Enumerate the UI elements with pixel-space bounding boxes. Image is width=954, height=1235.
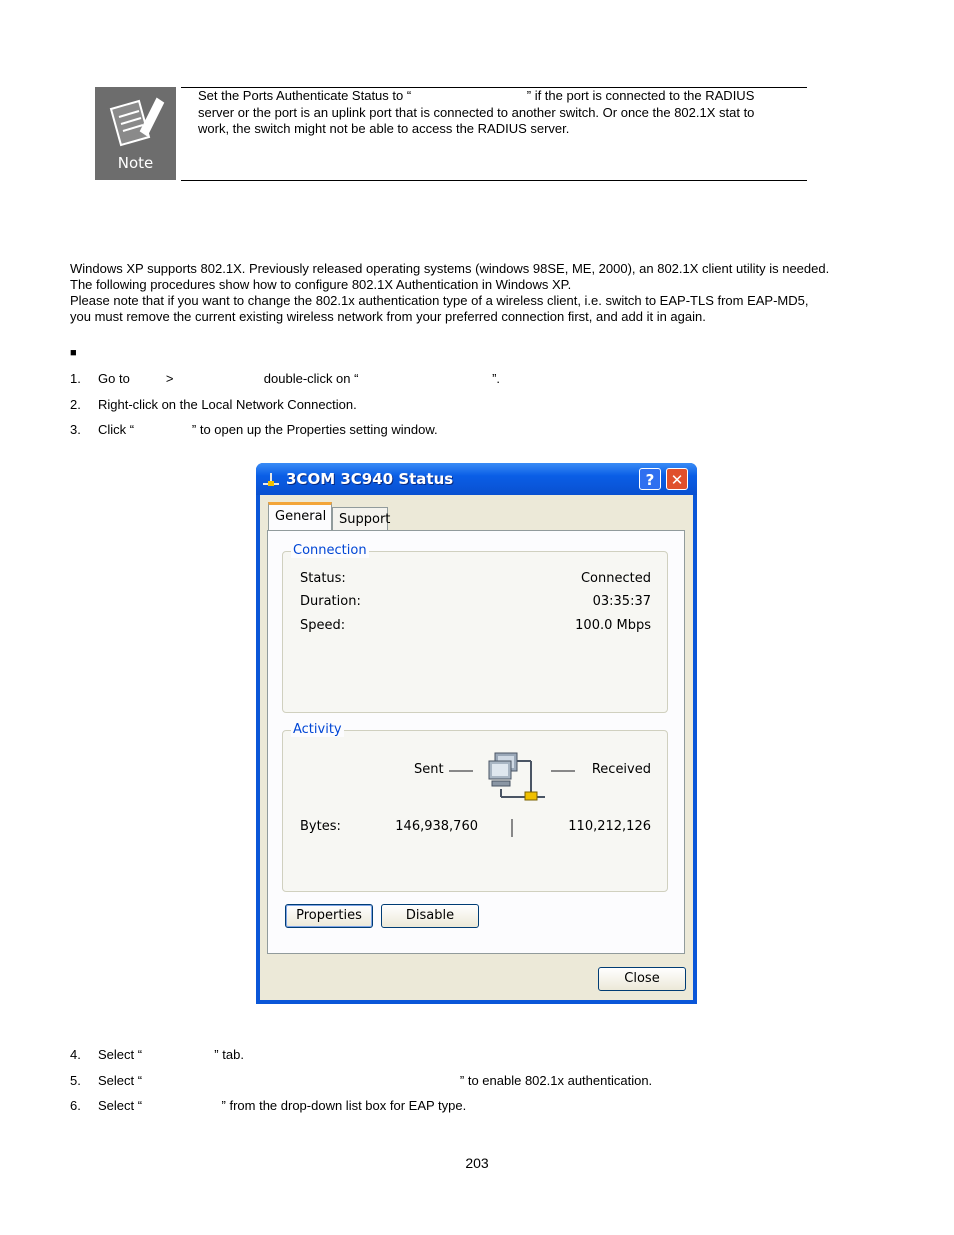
sent-label: Sent — [414, 762, 444, 777]
sent-line — [449, 770, 473, 772]
activity-group-title: Activity — [293, 722, 342, 737]
step-text: Go to > double-click on “ ”. — [98, 371, 501, 386]
duration-value: 03:35:37 — [592, 594, 651, 609]
note-text-line-2: server or the port is an uplink port that is connected to another switch. Or once the 802.1X stat to — [198, 105, 755, 120]
note-bottom-rule — [181, 180, 807, 181]
tab-support[interactable]: Support — [332, 507, 388, 530]
status-dialog-window — [256, 463, 697, 1004]
duration-label: Duration: — [300, 594, 361, 609]
close-window-button[interactable]: ✕ — [666, 468, 688, 490]
status-label: Status: — [300, 571, 346, 586]
step-text: Select “ ” tab. — [98, 1047, 244, 1062]
step-number: 6. — [70, 1098, 81, 1113]
step-text: Click “ ” to open up the Properties setting window. — [98, 422, 438, 437]
step-number: 5. — [70, 1073, 81, 1088]
note-label: Note — [117, 154, 154, 172]
bytes-received-value: 110,212,126 — [568, 819, 651, 834]
notepad-pen-icon — [95, 87, 176, 157]
disable-button[interactable]: Disable — [381, 904, 479, 928]
bytes-label: Bytes: — [300, 819, 341, 834]
activity-group — [282, 722, 668, 892]
step-number: 2. — [70, 397, 81, 412]
properties-button[interactable]: Properties — [285, 904, 373, 928]
dialog-title: 3COM 3C940 Status — [286, 470, 454, 488]
speed-label: Speed: — [300, 618, 346, 633]
computers-activity-icon — [483, 745, 549, 807]
received-line — [551, 770, 575, 772]
dialog-client-area — [260, 495, 693, 1000]
intro-line-2: The following procedures show how to configure 802.1X Authentication in Windows XP. — [70, 277, 572, 292]
step-text: Select “ ” to enable 802.1x authentication. — [98, 1073, 653, 1088]
connection-group — [282, 543, 668, 713]
intro-line-1: Windows XP supports 802.1X. Previously released operating systems (windows 98SE, ME, 2000), an 802.1X client utility is needed. — [70, 261, 830, 276]
close-button[interactable]: Close — [598, 967, 686, 991]
step-text: Select “ ” from the drop-down list box for EAP type. — [98, 1098, 467, 1113]
intro-line-4: you must remove the current existing wireless network from your preferred connection first, and add it in again. — [70, 309, 706, 324]
step-number: 3. — [70, 422, 81, 437]
note-text-line-3: work, the switch might not be able to access the RADIUS server. — [198, 121, 570, 136]
step-number: 4. — [70, 1047, 81, 1062]
step-number: 1. — [70, 371, 81, 386]
bytes-divider — [511, 819, 513, 837]
received-label: Received — [591, 762, 651, 777]
help-button[interactable]: ? — [639, 468, 661, 490]
dialog-titlebar[interactable] — [256, 463, 697, 495]
speed-value: 100.0 Mbps — [575, 618, 651, 633]
bytes-sent-value: 146,938,760 — [395, 819, 478, 834]
status-value: Connected — [580, 571, 651, 586]
general-tab-panel — [267, 530, 685, 954]
tab-general[interactable]: General — [268, 502, 332, 530]
note-icon — [95, 87, 176, 180]
intro-line-3: Please note that if you want to change the 802.1x authentication type of a wireless client, i.e. switch to EAP-TLS from EAP-MD5, — [70, 293, 809, 308]
network-connection-icon — [262, 472, 280, 488]
page-number: 203 — [465, 1155, 489, 1171]
note-text-line-1: Set the Ports Authenticate Status to “ ” if the port is connected to the RADIUS — [198, 88, 755, 103]
connection-group-title: Connection — [293, 543, 367, 558]
step-text: Right-click on the Local Network Connection. — [98, 397, 357, 412]
section-bullet: ■ — [70, 347, 77, 359]
